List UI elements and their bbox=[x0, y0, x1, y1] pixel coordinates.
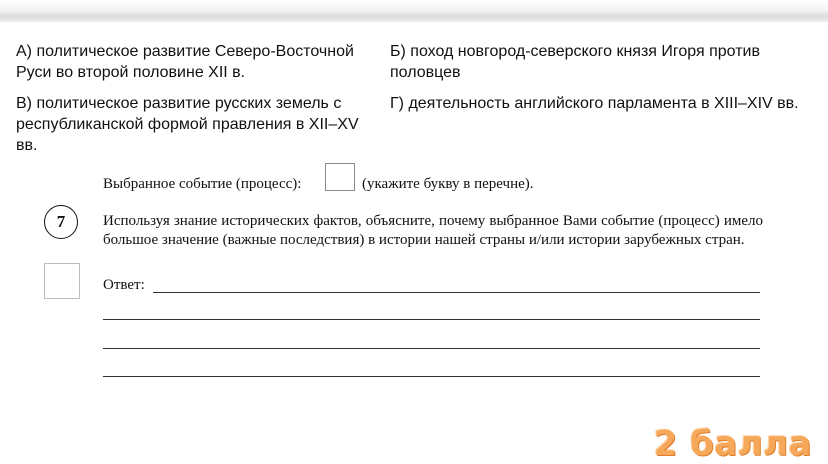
answer-label: Ответ: bbox=[103, 277, 145, 293]
task-text: Используя знание исторических фактов, объясните, почему выбранное Вами событие (процесс) имело большое значение (важные последствия) в истории нашей страны и/или истории зарубежных стран. bbox=[103, 213, 763, 248]
answer-line-4[interactable] bbox=[103, 376, 760, 377]
option-b: Б) поход новгород-северского князя Игоря против половцев bbox=[390, 43, 760, 81]
score-entry-box[interactable] bbox=[44, 263, 80, 299]
option-v: В) политическое развитие русских земель с республиканской формой правления в XII–XV вв. bbox=[16, 95, 359, 154]
top-bar bbox=[0, 0, 828, 22]
selected-event-label: Выбранное событие (процесс): bbox=[103, 176, 302, 192]
option-a: А) политическое развитие Северо-Восточной Руси во второй половине XII в. bbox=[16, 43, 354, 81]
answer-line-1[interactable] bbox=[153, 292, 760, 293]
score-badge: 2 балла bbox=[653, 424, 812, 464]
option-g: Г) деятельность английского парламента в XIII–XIV вв. bbox=[390, 95, 799, 112]
answer-line-2[interactable] bbox=[103, 319, 760, 320]
task-number-circle: 7 bbox=[44, 205, 78, 239]
selected-event-hint: (укажите букву в перечне). bbox=[362, 176, 534, 192]
selected-event-answer-box[interactable] bbox=[325, 163, 355, 191]
answer-line-3[interactable] bbox=[103, 348, 760, 349]
